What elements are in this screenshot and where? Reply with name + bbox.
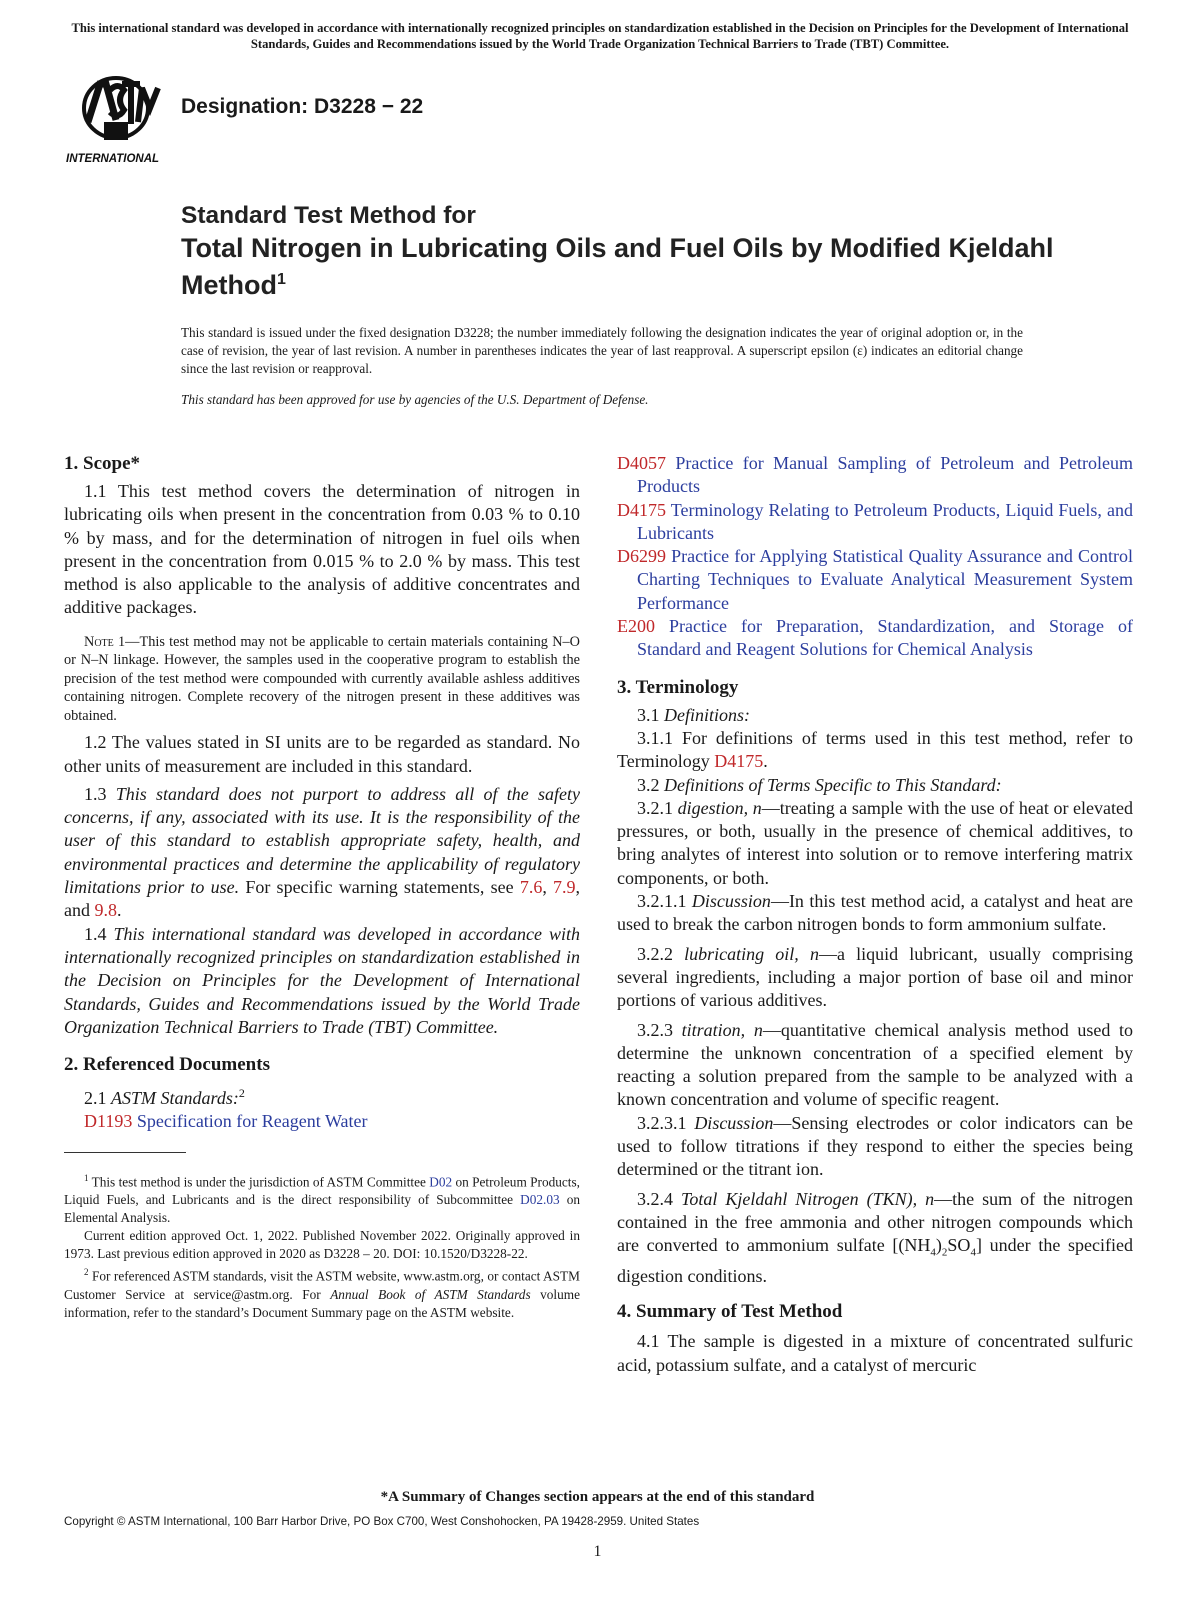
section-3-heading: 3. Terminology [617, 676, 739, 698]
committee-link-d02[interactable]: D02 [429, 1174, 453, 1190]
ref-item [64, 1110, 580, 1133]
para-3-2-1 [617, 797, 1133, 890]
ref-link-9-8[interactable]: 9.8 [94, 900, 117, 921]
period: . [117, 900, 122, 921]
footnote-1 [64, 1169, 580, 1227]
footnote-2-italic: Annual Book of ASTM Standards [330, 1286, 531, 1302]
para-3-2-num: 3.2 [637, 774, 664, 795]
para-3-1-1 [617, 727, 1133, 774]
para-3-1 [617, 704, 1133, 727]
logo-text: INTERNATIONAL [66, 153, 160, 165]
para-num: 3.2.3.1 [637, 1112, 695, 1133]
intro-paragraph: This standard is issued under the fixed designation D3228; the number immediately following the designation indicates the year of original adoption or, in the case of revision, the year of last revision. A number in parentheses indicates the year of last reapproval. A superscript epsilon (ε) indicates an editorial change since the last revision or reapproval. [181, 325, 1023, 376]
definitions-label: Definitions: [664, 704, 750, 725]
separator: , and [64, 877, 581, 921]
footnote-1-mark: 1 [84, 1172, 89, 1183]
ref-item [617, 615, 1133, 662]
discussion-label: Discussion [694, 1112, 774, 1133]
ref-link-7-9[interactable]: 7.9 [553, 877, 576, 898]
para-2-1-num: 2.1 [84, 1088, 111, 1109]
note-1 [64, 633, 580, 726]
para-3-1-num: 3.1 [637, 704, 664, 725]
footnote-2 [64, 1263, 580, 1321]
definition-text: —quantitative chemical analysis method used to determine the unknown concentration of a specified element by reacting a solution prepared from the sample to be analyzed with a known concentration and volume of specific reagent. [617, 1019, 1133, 1110]
definition-text: —a liquid lubricant, usually comprising several ingredients, including a major portion of base oil and minor portions of various additives. [617, 943, 1133, 1011]
copyright: Copyright © ASTM International, 100 Barr Harbor Drive, PO Box C700, West Conshohocken, PA 19428-2959. United States [64, 1515, 700, 1528]
ref-title-link[interactable]: Practice for Manual Sampling of Petroleum and Petroleum Products [637, 453, 1133, 497]
footnote-1-text-a: This test method is under the jurisdiction of ASTM Committee [88, 1174, 430, 1190]
para-3-2-3-1 [617, 1112, 1133, 1182]
specific-definitions-label: Definitions of Terms Specific to This Standard: [664, 774, 1002, 795]
summary-of-changes-note: *A Summary of Changes section appears at the end of this standard [380, 1489, 815, 1505]
para-1-4-num: 1.4 [84, 923, 114, 944]
para-4-1: 4.1 The sample is digested in a mixture of concentrated sulfuric acid, potassium sulfate, and a catalyst of mercuric [617, 1331, 1133, 1375]
para-1-4 [64, 923, 580, 1039]
para-3-2-3 [617, 1019, 1133, 1112]
definition-text: —treating a sample with the use of heat or elevated pressures, or both, usually in the presence of chemical additives, to bring analytes of interest into solution or to remove interfering matrix components, or both. [617, 797, 1134, 888]
left-column [64, 452, 580, 1322]
ref-title-link[interactable]: Practice for Preparation, Standardization, and Storage of Standard and Reagent Solutions for Chemical Analysis [637, 616, 1133, 660]
separator: , [542, 877, 554, 898]
footnote-1-text-c: on Elemental Analysis. [64, 1192, 580, 1226]
para-1-2: 1.2 The values stated in SI units are to be regarded as standard. No other units of measurement are included in this standard. [64, 732, 580, 776]
footnote-1-text-b: on Petroleum Products, Liquid Fuels, and Lubricants and is the direct responsibility of Subcommittee [64, 1174, 580, 1208]
dod-approval: This standard has been approved for use by agencies of the U.S. Department of Defense. [181, 392, 649, 407]
period: . [763, 751, 768, 772]
para-3-2-4 [617, 1188, 1133, 1289]
ref-item [617, 452, 1133, 499]
ammonium-sulfate-formula: $[(NH_4)_2SO_4]$ [892, 1235, 982, 1259]
ref-title-link[interactable]: Terminology Relating to Petroleum Products, Liquid Fuels, and Lubricants [637, 499, 1133, 543]
footnote-1-edition: Current edition approved Oct. 1, 2022. Published November 2022. Originally approved in 1973. Last previous edition approved in 2020 as D3228 – 20. DOI: 10.1520/D3228-22. [64, 1228, 580, 1262]
ref-item [617, 545, 1133, 615]
para-1-3 [64, 783, 580, 923]
para-3-2-2 [617, 943, 1133, 1013]
title-line-1: Standard Test Method for [181, 202, 476, 229]
definition-end: under the specified digestion conditions. [617, 1235, 1133, 1287]
astm-logo [66, 70, 166, 166]
para-1-3-num: 1.3 [84, 783, 116, 804]
footnote-2-text-a: For referenced ASTM standards, visit the ASTM website, www.astm.org, or contact ASTM Customer Service at service@astm.org. For [64, 1268, 580, 1302]
discussion-text: —Sensing electrodes or color indicators can be used to follow titrations if they respond to either the species being determined or the titrant ion. [617, 1112, 1134, 1180]
para-num: 3.2.1.1 [637, 891, 692, 912]
para-1-3-italic: This standard does not purport to address all of the safety concerns, if any, associated with its use. It is the responsibility of the user of this standard to establish appropriate safety, health, and environmental practices and determine the applicability of regulatory limitations prior to use. [64, 783, 581, 898]
para-3-2 [617, 774, 1133, 797]
para-1-3-tail: For specific warning statements, see [239, 877, 520, 898]
footnote-2-text-b: volume information, refer to the standard’s Document Summary page on the ASTM website. [64, 1286, 580, 1320]
page-number: 1 [593, 1543, 602, 1560]
section-4-heading: 4. Summary of Test Method [617, 1301, 843, 1323]
ref-code-link[interactable]: D6299 [617, 546, 666, 567]
ref-code-link[interactable]: E200 [617, 616, 655, 637]
section-1-heading: 1. Scope* [64, 453, 140, 474]
ref-link-7-6[interactable]: 7.6 [519, 877, 543, 898]
footnote-2-mark-text: 2 [84, 1267, 89, 1278]
ref-title-link[interactable]: Specification for Reagent Water [132, 1111, 368, 1132]
para-num: 3.2.3 [637, 1019, 682, 1040]
title-footnote-mark: 1 [276, 271, 286, 288]
right-column [617, 452, 1133, 1377]
para-num: 3.2.2 [637, 943, 685, 964]
document-title [181, 200, 1081, 301]
ref-link-d4175[interactable]: D4175 [714, 751, 764, 772]
term-titration: titration, n [681, 1019, 763, 1040]
term-digestion: digestion, n [677, 797, 762, 818]
designation: Designation: D3228 − 22 [181, 95, 424, 118]
para-2-1 [64, 1082, 580, 1110]
top-notice: This international standard was developed in accordance with internationally recognized principles on standardization established in the Decision on Principles for the Development of International Standards, Guides and Recommendations issued by the World Trade Organization Technical Barriers to Trade (TBT) Committee. [71, 21, 1129, 51]
footnotes [64, 1169, 580, 1322]
ref-code-link[interactable]: D4057 [617, 453, 666, 473]
discussion-label: Discussion [691, 891, 771, 912]
ref-code-link[interactable]: D4175 [617, 499, 666, 520]
astm-standards-label: ASTM Standards: [111, 1088, 239, 1109]
note-1-text: —This test method may not be applicable to certain materials containing N–O or N–N linkage. However, the samples used in the cooperative program to establish the precision of the test method were compounded with currently available ashless additives containing nitrogen. Complete recovery of the nitrogen present in these additives was obtained. [64, 633, 580, 724]
para-num: 3.2.4 [637, 1188, 681, 1209]
section-2-heading: 2. Referenced Documents [64, 1054, 270, 1076]
para-3-2-1-1 [617, 890, 1133, 937]
discussion-text: —In this test method acid, a catalyst and heat are used to break the carbon nitrogen bonds to form ammonium sulfate. [617, 891, 1134, 935]
footnote-2-mark: 2 [238, 1086, 245, 1101]
note-1-label: Note 1 [84, 633, 126, 650]
title-text: Total Nitrogen in Lubricating Oils and Fuel Oils by Modified Kjeldahl Method [181, 233, 1054, 300]
subcommittee-link-d02-03[interactable]: D02.03 [520, 1192, 560, 1208]
term-lubricating-oil: lubricating oil, n [684, 943, 819, 964]
ref-item [617, 499, 1133, 546]
para-num: 3.2.1 [637, 797, 678, 818]
ref-code-link[interactable]: D1193 [84, 1111, 133, 1132]
footnote-divider [64, 1152, 186, 1153]
para-1-1: 1.1 This test method covers the determination of nitrogen in lubricating oils when present in the concentration from 0.03 % to 0.10 % by mass, and for the determination of nitrogen in fuel oils when present in the concentration from 0.015 % to 2.0 % by mass. This test method is also applicable to the analysis of additive concentrates and additive packages. [64, 481, 580, 618]
para-3-1-1-text: 3.1.1 For definitions of terms used in this test method, refer to Terminology [617, 727, 1133, 772]
ref-title-link[interactable]: Practice for Applying Statistical Quality Assurance and Control Charting Techniques to Evaluate Analytical Measurement System Performance [637, 546, 1133, 613]
title-line-2 [181, 232, 1081, 301]
definition-text: —the sum of the nitrogen contained in the free ammonia and other nitrogen compounds which are converted to ammonium sulfate [617, 1188, 1134, 1256]
term-tkn: Total Kjeldahl Nitrogen (TKN), n [680, 1188, 935, 1209]
para-1-4-italic: This international standard was developed in accordance with internationally recognized principles on standardization established in the Decision on Principles for the Development of International Standards, Guides and Recommendations issued by the World Trade Organization Technical Barriers to Trade (TBT) Committee. [64, 923, 580, 1037]
